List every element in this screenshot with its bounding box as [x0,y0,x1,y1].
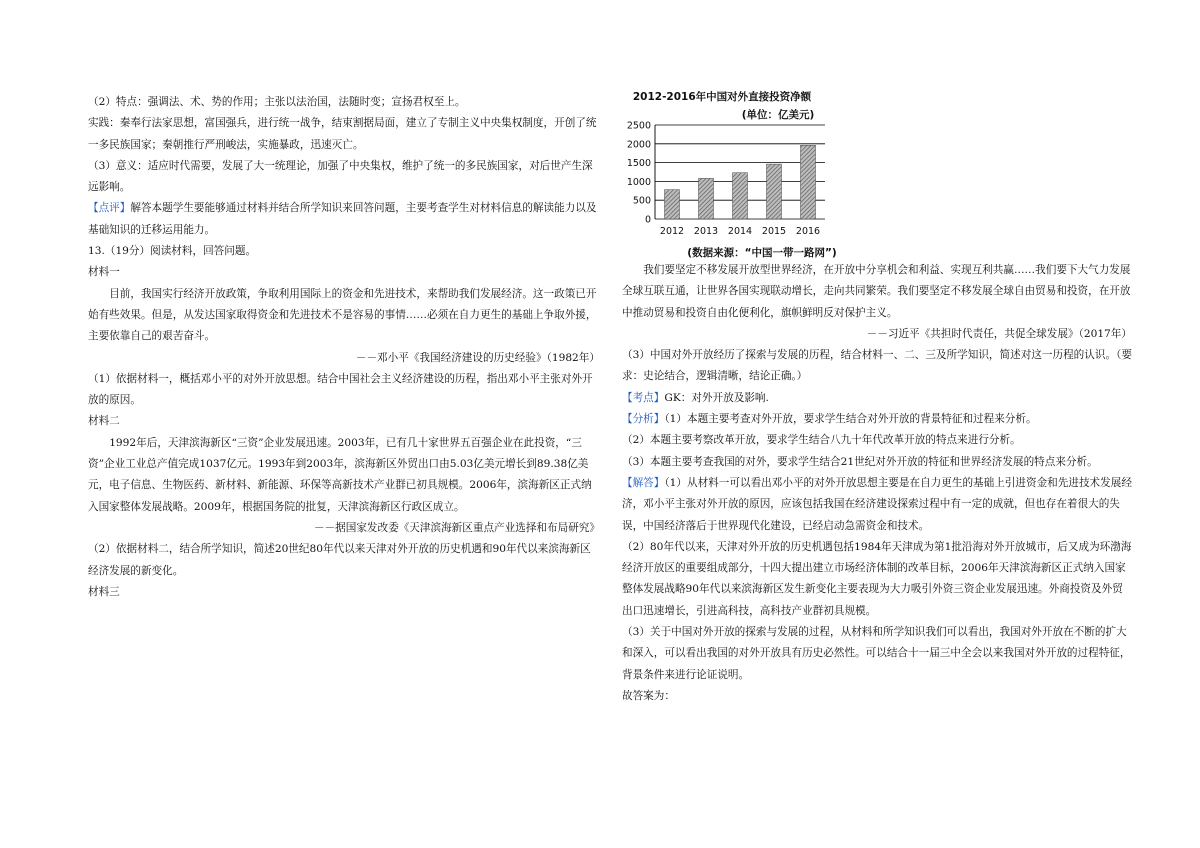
material-3-source: －－习近平《共担时代责任，共促全球发展》（2017年） [866,327,1132,340]
jieda-3: （3）关于中国对外开放的探索与发展的过程，从材料和所学知识我们可以看出，我国对外开放在不断的扩大和深入，可以看出我国的对外开放具有历史必然性。可以结合十一届三中全会以来我国对外开放的过程特征，背景条件来进行论证说明。 [622,626,1131,681]
material-2-text: 1992年后，天津滨海新区“三资”企业发展迅速。2003年，已有几十家世界五百强企业在此投资，“三资”企业工业总产值完成1037亿元。1993年到2003年，滨海新区外贸出口由5.03亿美元增长到89.38亿美元，电子信息、生物医药、新材料、新能源、环保等高新技术产业群已初具规模。2006年，滨海新区正式纳入国家整体发展战略。2009年，根据国务院的批复，天津滨海新区行政区成立。 [88,436,592,513]
fenxi-tag: 【分析】 [622,413,665,426]
chart-source-note: (数据来源：“中国一带一路网”) [687,247,837,259]
answer-point-2: （2）特点：强调法、术、势的作用；主张以法治国，法随时变；宣扬君权至上。 [88,96,466,108]
question-1: （1）依据材料一，概括邓小平的对外开放思想。结合中国社会主义经济建设的历程，指出邓小平主张对外开放的原因。 [88,372,593,407]
material-3-text: 我们要坚定不移发展开放型世界经济，在开放中分享机会和利益、实现互利共赢……我们要下大气力发展全球互联互通，让世界各国实现联动增长，走向共同繁荣。我们要坚定不移发展全球自由贸易和投资，在开放中推动贸易和投资自由化便利化，旗帜鲜明反对保护主义。 [622,264,1131,319]
bar-2013 [699,178,714,219]
x-tick-label: 2016 [795,226,821,237]
fenxi-1: （1）本题主要考查对外开放，要求学生结合对外开放的背景特征和过程来分析。 [664,413,1037,426]
answer-label: 故答案为： [622,689,675,702]
material-1-label: 材料一 [88,266,120,279]
y-tick-label: 500 [632,195,651,207]
jieda-paragraph [622,473,1132,537]
kaodian-paragraph [622,388,1132,409]
practice-paragraph: 实践：秦奉行法家思想，富国强兵，进行统一战争，结束割据局面，建立了专制主义中央集权制度，开创了统一多民族国家；秦朝推行严刑峻法，实施暴政，迅速灭亡。 [88,117,597,151]
chart-labels [627,121,820,238]
material-2-label: 材料二 [88,415,120,428]
jieda-tag: 【解答】 [622,476,665,489]
chart-title: 2012-2016年中国对外直接投资净额 [632,91,812,103]
material-2-source: －－据国家发改委《天津滨海新区重点产业选择和布局研究》 [313,521,600,534]
investment-chart [622,88,1132,260]
y-tick-label: 1000 [626,176,651,188]
material-1-text: 目前，我国实行经济开放政策，争取利用国际上的资金和先进技术，来帮助我们发展经济。这一政策已开始有些效果。但是，从发达国家取得资金和先进技术不是容易的事情……必须在自力更生的基础上争取外援，主要依靠自己的艰苦奋斗。 [88,287,597,343]
question-2: （2）依据材料二，结合所学知识，简述20世纪80年代以来天津对外开放的历史机遇和90年代以来滨海新区经济发展的新变化。 [88,543,591,577]
bar-2016 [801,145,816,219]
y-tick-label: 2000 [626,139,651,151]
question-13-heading: 13.（19分）阅读材料，回答问题。 [88,245,257,258]
material-1-source: －－邓小平《我国经济建设的历史经验》（1982年） [355,351,600,364]
x-tick-label: 2015 [761,226,787,237]
left-column [88,92,600,603]
y-tick-label: 1500 [626,158,651,170]
bar-2012 [665,190,680,219]
fenxi-2: （2）本题主要考察改革开放，要求学生结合八九十年代改革开放的特点来进行分析。 [622,434,1021,447]
comment-text: 解答本题学生要能够通过材料并结合所学知识来回答问题，主要考查学生对材料信息的解读能力以及基础知识的迁移运用能力。 [88,202,597,236]
material-3-label: 材料三 [88,585,120,598]
x-tick-label: 2013 [693,226,719,237]
comment-tag: 【点评】 [88,202,131,215]
question-3: （3）中国对外开放经历了探索与发展的历程，结合材料一、二、三及所学知识，简述对这一历程的认识。（要求：史论结合，逻辑清晰，结论正确。） [622,349,1132,383]
bar-chart-svg [622,88,862,260]
chart-bars [665,145,816,219]
x-tick-label: 2012 [659,226,685,237]
jieda-2: （2）80年代以来，天津对外开放的历史机遇包括1984年天津成为第1批沿海对外开放城市，后又成为环渤海经济开放区的重要组成部分，十四大提出建立市场经济体制的改革目标，2006年天津滨海新区正式纳入国家整体发展战略90年代以来滨海新区发生新变化主要表现为大力吸引外资三资企业发展迅速。外商投资及外贸出口迅速增长，引进高科技，高科技产业群初具规模。 [622,540,1132,617]
chart-subtitle: (单位：亿美元) [741,109,815,121]
y-tick-label: 0 [644,214,651,226]
bar-2014 [733,173,748,219]
kaodian-tag: 【考点】 [622,391,665,404]
jieda-1: （1）从材料一可以看出邓小平的对外开放思想主要是在自力更生的基础上引进资金和先进技术发展经济，邓小平主张对外开放的原因，应该包括我国在经济建设探索过程中有一定的成就，但也存在着很大的失误，中国经济落后于世界现代化建设，已经启动急需资金和技术。 [622,476,1132,532]
bar-2015 [767,164,782,219]
right-column [622,92,1132,707]
fenxi-paragraph [622,409,1132,430]
kaodian-text: GK：对外开放及影响. [664,391,769,404]
fenxi-3: （3）本题主要考查我国的对外，要求学生结合21世纪对外开放的特征和世界经济发展的特点来分析。 [622,455,1098,468]
y-tick-label: 2500 [626,120,651,132]
comment-paragraph [88,198,600,241]
x-tick-label: 2014 [727,226,753,237]
significance-paragraph: （3）意义：适应时代需要，发展了大一统理论，加强了中央集权，维护了统一的多民族国家，对后世产生深远影响。 [88,159,593,194]
